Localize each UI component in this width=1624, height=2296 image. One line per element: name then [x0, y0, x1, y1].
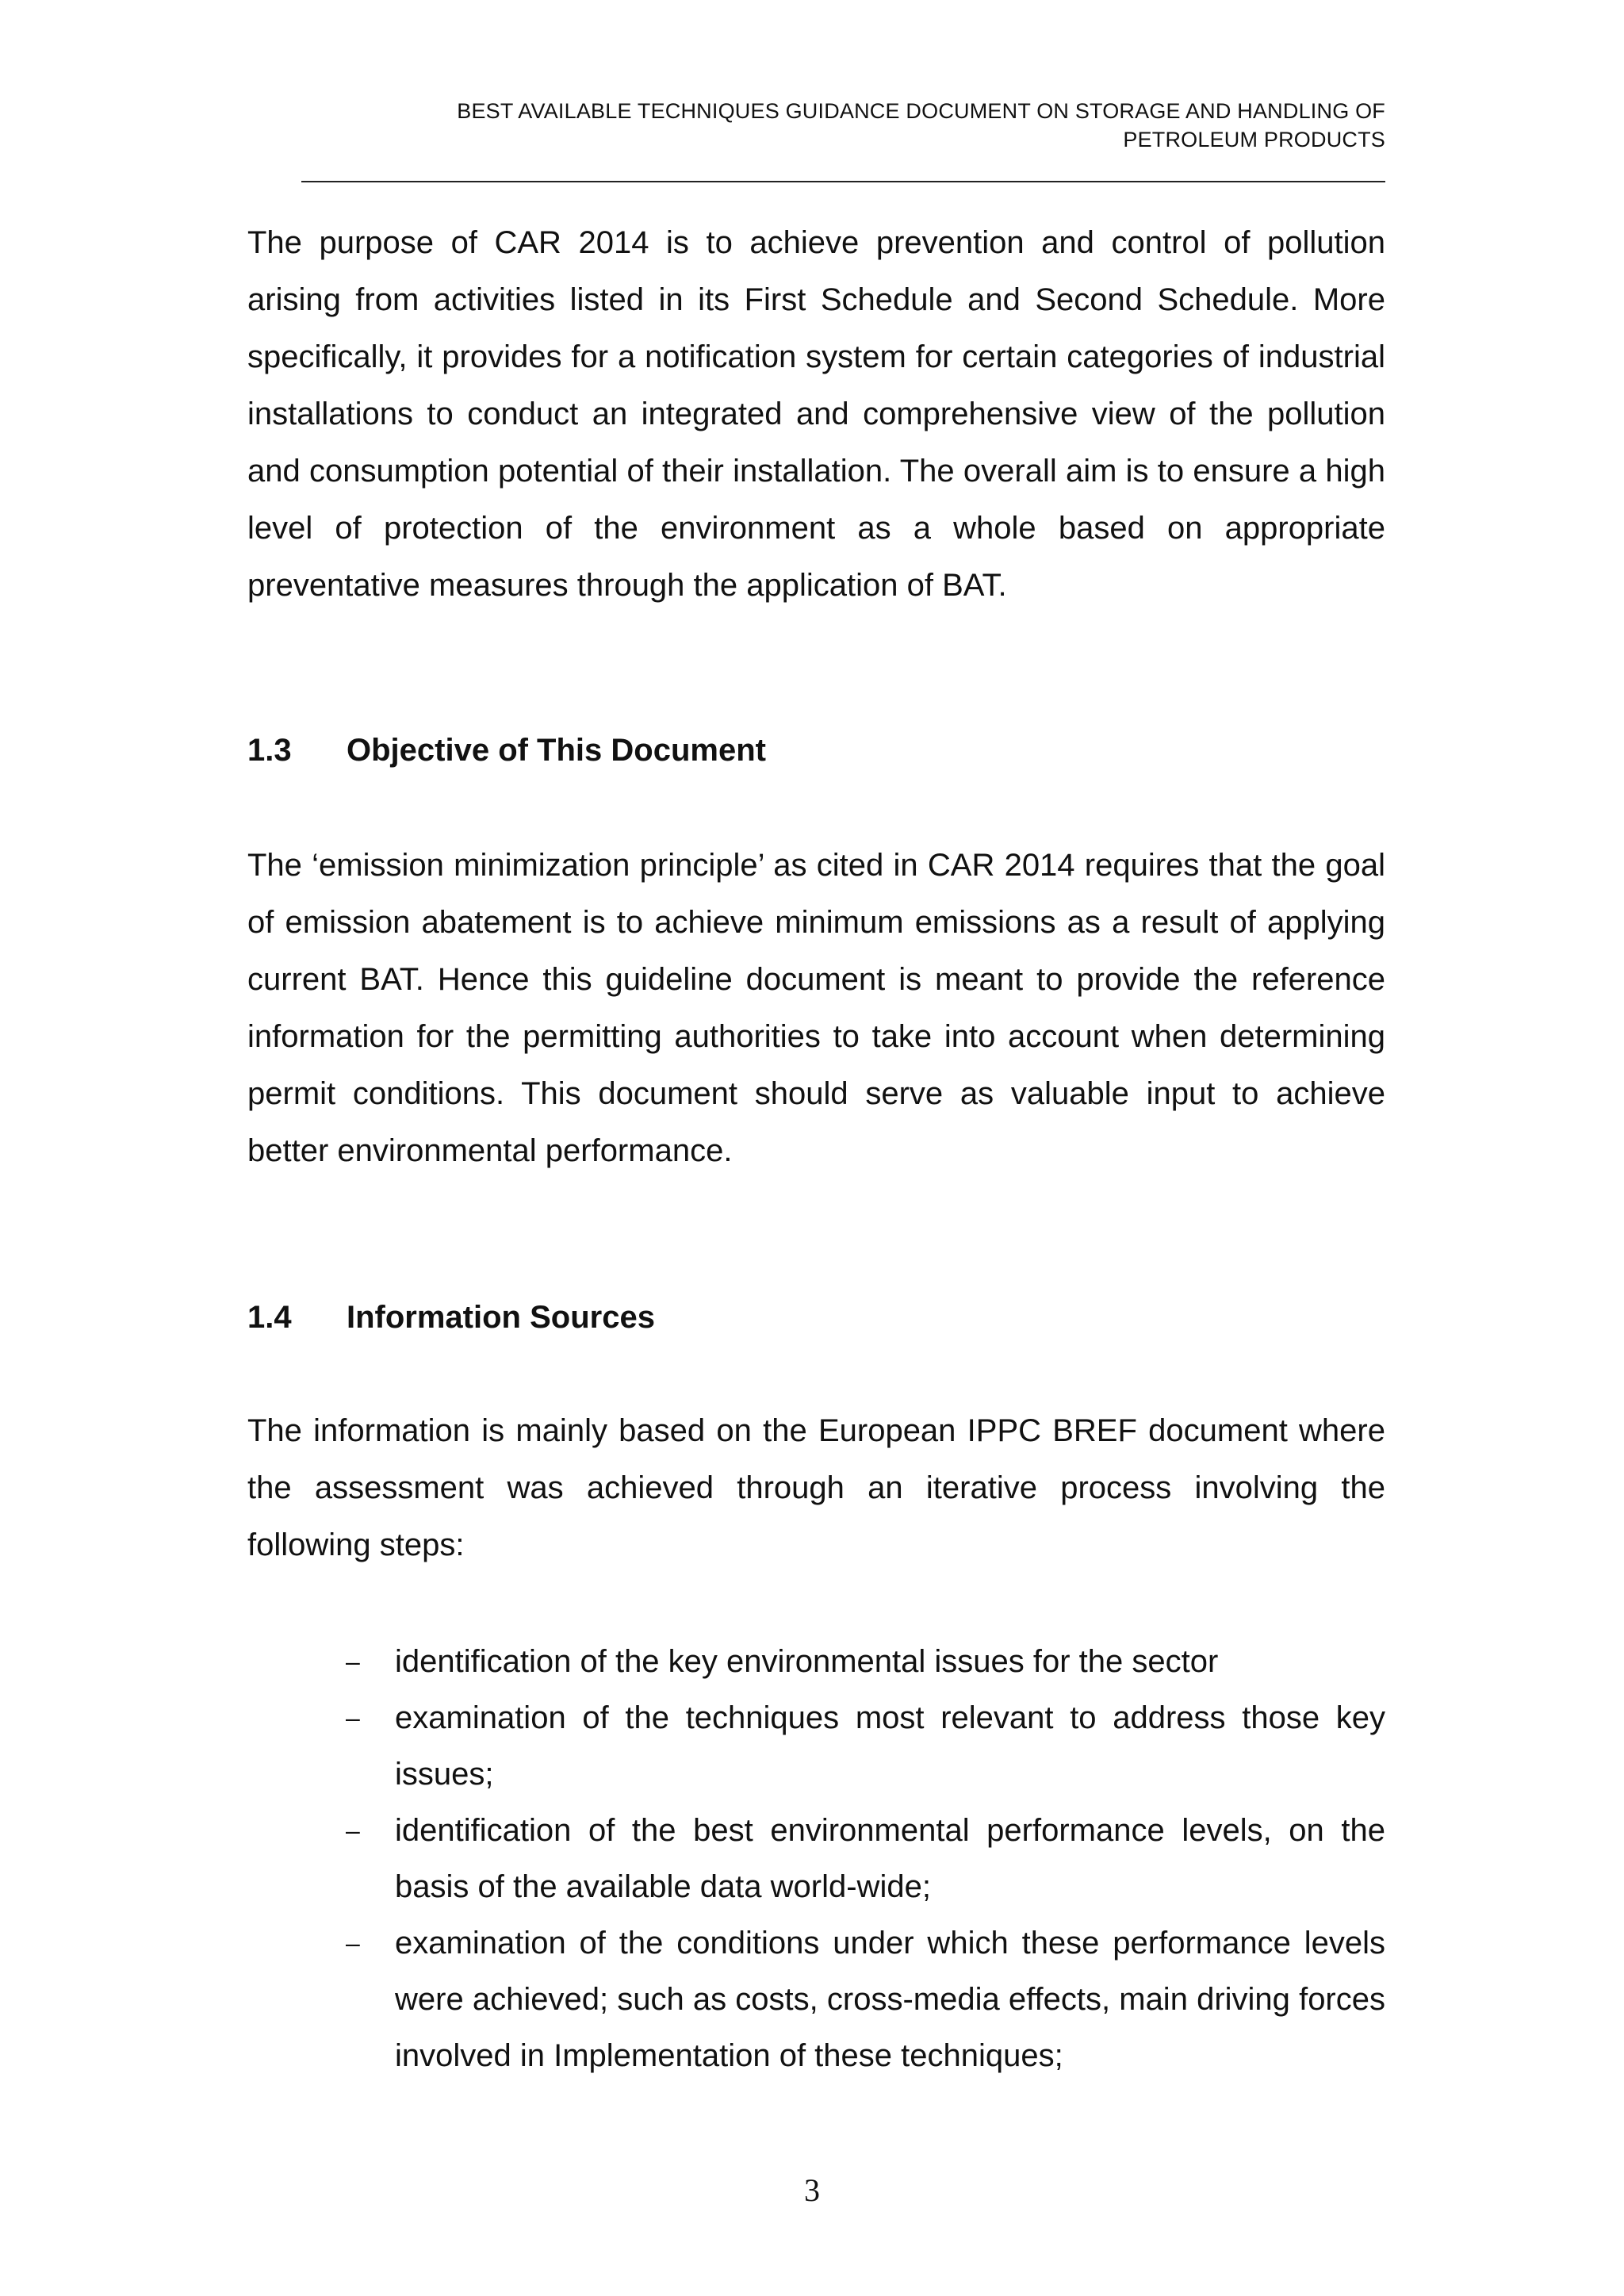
list-item [247, 1634, 1385, 1690]
dash-bullet-icon: – [346, 1929, 360, 1957]
dash-bullet-icon: – [346, 1816, 360, 1845]
section-title: Objective of This Document [347, 733, 766, 768]
steps-list [247, 1634, 1385, 2084]
section-number: 1.3 [247, 733, 292, 768]
running-header-line-1: BEST AVAILABLE TECHNIQUES GUIDANCE DOCUMENT ON STORAGE AND HANDLING OF [457, 99, 1385, 123]
section-heading-1-3 [247, 722, 1385, 779]
list-item-text: identification of the key environmental issues for the sector [395, 1644, 1219, 1679]
list-item-text: identification of the best environmental performance levels, on the basis of the available data world-wide; [395, 1813, 1385, 1904]
header-divider [301, 181, 1385, 182]
list-item-text: examination of the conditions under which these performance levels were achieved; such as costs, cross-media effects, main driving forces involved in Implementation of these techniques; [395, 1926, 1385, 2073]
section-heading-1-4 [247, 1289, 1385, 1346]
running-header-line-2: PETROLEUM PRODUCTS [1123, 128, 1385, 151]
objective-paragraph: The ‘emission minimization principle’ as cited in CAR 2014 requires that the goal of emission abatement is to achieve minimum emissions as a result of applying current BAT. Hence this guideline document is meant to provide the reference information for the permitting authorities to take into account when determining permit conditions. This document should serve as valuable input to achieve better environmental performance. [247, 848, 1385, 1168]
list-item [247, 1690, 1385, 1803]
running-header [301, 97, 1385, 154]
dash-bullet-icon: – [346, 1647, 360, 1676]
intro-paragraph: The purpose of CAR 2014 is to achieve prevention and control of pollution arising from activities listed in its First Schedule and Second Schedule. More specifically, it provides for a notification system for certain categories of industrial installations to conduct an integrated and comprehensive view of the pollution and consumption potential of their installation. The overall aim is to ensure a high level of protection of the environment as a whole based on appropriate preventative measures through the application of BAT. [247, 225, 1385, 603]
information-sources-paragraph: The information is mainly based on the European IPPC BREF document where the assessment was achieved through an iterative process involving the following steps: [247, 1413, 1385, 1562]
page-number: 3 [804, 2172, 820, 2208]
section-title: Information Sources [347, 1300, 655, 1335]
list-item-text: examination of the techniques most relevant to address those key issues; [395, 1700, 1385, 1792]
section-number: 1.4 [247, 1300, 292, 1335]
list-item [247, 1915, 1385, 2084]
list-item [247, 1803, 1385, 1915]
dash-bullet-icon: – [346, 1704, 360, 1732]
